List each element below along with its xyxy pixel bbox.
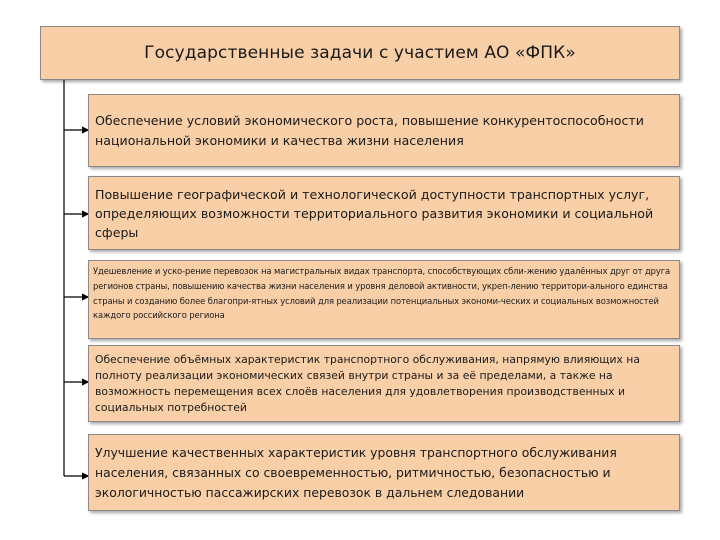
task-text-3: Удешевление и уско-рение перевозок на магистральных видах транспорта, способствующих сбли-жению удалённых друг от друга регионов страны, повышению качества жизни населения и уровня деловой активности, укреп-лению территори-ального единства страны и созданию более благопри-ятных условий для реализации потенциальных экономи-ческих и социальных возможностей каждого российского региона [93,266,671,321]
title-box [40,26,680,80]
task-text-2: Повышение географической и технологической доступности транспортных услуг, определяющих возможности территориального развития экономики и социальной сферы [95,186,654,240]
task-box-3 [88,260,680,339]
task-box-2 [88,176,680,250]
task-box-1 [88,94,680,167]
task-text-1: Обеспечение условий экономического роста, повышение конкурентоспособности национальной экономики и качества жизни населения [95,112,644,148]
diagram-title: Государственные задачи с участием АО «ФПК» [144,43,576,63]
task-text-5: Улучшение качественных характеристик уровня транспортного обслуживания населения, связанных со своевременностью, ритмичностью, безопасностью и экологичностью пассажирских перевозок в дальнем следовании [95,444,617,500]
task-text-4: Обеспечение объёмных характеристик транспортного обслуживания, напрямую влияющих на полноту реализации экономических связей внутри страны и за её пределами, а также на возможность перемещения всех слоёв населения для удовлетворения производственных и социальных потребностей [95,352,640,414]
task-box-4 [88,345,680,422]
task-box-5 [88,434,680,511]
